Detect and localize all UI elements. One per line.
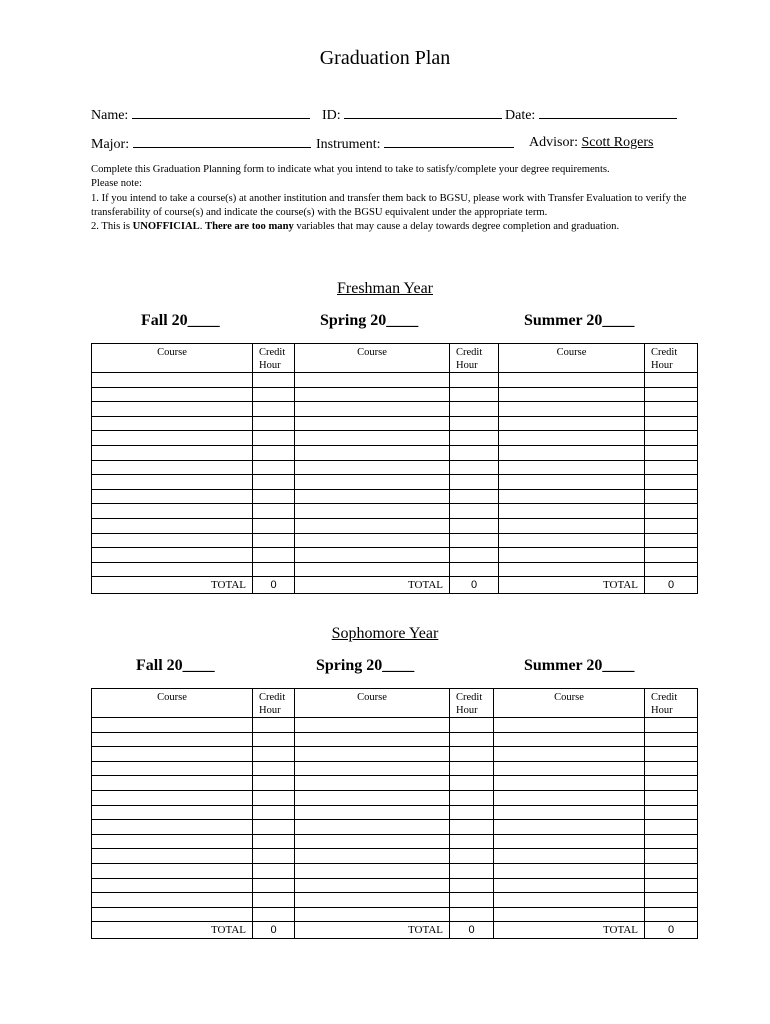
course-header: Course [499, 344, 645, 373]
summer-credit-cell[interactable] [645, 402, 698, 417]
fall-course-cell[interactable] [92, 562, 253, 577]
instructions-note-heading: Please note: [91, 178, 142, 190]
summer-credit-cell[interactable] [645, 907, 698, 922]
course-header: Course [92, 344, 253, 373]
summer-credit-cell[interactable] [645, 834, 698, 849]
spring-course-cell[interactable] [295, 790, 450, 805]
course-header: Course [295, 344, 450, 373]
summer-course-cell[interactable] [494, 718, 645, 733]
fall-credit-cell[interactable] [253, 761, 295, 776]
too-many-emphasis: There are too many [205, 221, 294, 233]
fall-course-cell[interactable] [92, 416, 253, 431]
fall-course-cell[interactable] [92, 732, 253, 747]
fall-course-cell[interactable] [92, 776, 253, 791]
spring-course-cell[interactable] [295, 373, 450, 388]
fall-course-cell[interactable] [92, 863, 253, 878]
fall-credit-cell[interactable] [253, 863, 295, 878]
fall-credit-cell[interactable] [253, 460, 295, 475]
spring-course-cell[interactable] [295, 732, 450, 747]
summer-credit-cell[interactable] [645, 849, 698, 864]
table-row [92, 893, 698, 908]
summer-credit-cell[interactable] [645, 489, 698, 504]
total-label: TOTAL [295, 922, 450, 939]
summer-course-cell[interactable] [494, 834, 645, 849]
summer-course-cell[interactable] [499, 402, 645, 417]
summer-course-cell[interactable] [494, 907, 645, 922]
fall-credit-cell[interactable] [253, 562, 295, 577]
major-input[interactable] [133, 135, 311, 148]
fall-credit-cell[interactable] [253, 489, 295, 504]
fall-credit-cell[interactable] [253, 820, 295, 835]
fall-credit-cell[interactable] [253, 849, 295, 864]
table-row [92, 747, 698, 762]
summer-credit-cell[interactable] [645, 548, 698, 563]
fall-credit-cell[interactable] [253, 373, 295, 388]
summer-credit-cell[interactable] [645, 732, 698, 747]
table-header-row [92, 344, 698, 373]
sophomore-entry-rows [92, 718, 698, 922]
spring-credit-cell[interactable] [450, 907, 494, 922]
spring-credit-cell[interactable] [450, 431, 499, 446]
table-row [92, 431, 698, 446]
summer-course-cell[interactable] [499, 460, 645, 475]
spring-credit-cell[interactable] [450, 518, 499, 533]
table-row [92, 820, 698, 835]
total-label: TOTAL [92, 922, 253, 939]
table-row [92, 475, 698, 490]
fall-course-cell[interactable] [92, 504, 253, 519]
spring-credit-cell[interactable] [450, 849, 494, 864]
fall-credit-cell[interactable] [253, 747, 295, 762]
freshman-entry-rows [92, 373, 698, 577]
id-field [322, 106, 502, 124]
summer-credit-cell[interactable] [645, 373, 698, 388]
fall-credit-cell[interactable] [253, 907, 295, 922]
sophomore-spring-term: Spring 20____ [316, 657, 415, 674]
instrument-input[interactable] [384, 135, 514, 148]
summer-course-cell[interactable] [494, 747, 645, 762]
summer-credit-cell[interactable] [645, 761, 698, 776]
summer-course-cell[interactable] [499, 431, 645, 446]
table-row [92, 562, 698, 577]
sophomore-course-table [91, 688, 698, 939]
spring-course-cell[interactable] [295, 878, 450, 893]
name-label: Name: [91, 108, 129, 123]
spring-course-cell[interactable] [295, 907, 450, 922]
freshman-course-table [91, 343, 698, 594]
summer-credit-cell[interactable] [645, 518, 698, 533]
fall-course-cell[interactable] [92, 805, 253, 820]
summer-credit-cell[interactable] [645, 805, 698, 820]
fall-course-cell[interactable] [92, 834, 253, 849]
instrument-label: Instrument: [316, 137, 381, 152]
date-field [505, 106, 677, 124]
summer-course-cell[interactable] [499, 373, 645, 388]
fall-course-cell[interactable] [92, 849, 253, 864]
summer-credit-cell[interactable] [645, 790, 698, 805]
fall-course-cell[interactable] [92, 820, 253, 835]
freshman-summer-term: Summer 20____ [524, 312, 635, 329]
advisor-field [529, 135, 653, 151]
table-row [92, 548, 698, 563]
credit-hour-header: Credit Hour [645, 689, 698, 718]
table-row [92, 402, 698, 417]
fall-credit-cell[interactable] [253, 533, 295, 548]
spring-credit-cell[interactable] [450, 489, 499, 504]
spring-course-cell[interactable] [295, 747, 450, 762]
fall-credit-cell[interactable] [253, 834, 295, 849]
fall-course-cell[interactable] [92, 893, 253, 908]
summer-course-cell[interactable] [494, 776, 645, 791]
fall-course-cell[interactable] [92, 373, 253, 388]
course-header: Course [494, 689, 645, 718]
instructions-intro: Complete this Graduation Planning form to indicate what you intend to take to satisfy/complete your degree requirements. [91, 164, 610, 175]
summer-credit-cell[interactable] [645, 718, 698, 733]
fall-course-cell[interactable] [92, 445, 253, 460]
instructions [91, 163, 711, 234]
total-row [92, 577, 698, 594]
summer-course-cell[interactable] [499, 504, 645, 519]
table-row [92, 533, 698, 548]
summer-course-cell[interactable] [499, 489, 645, 504]
spring-course-cell[interactable] [295, 387, 450, 402]
table-row [92, 776, 698, 791]
summer-course-cell[interactable] [499, 445, 645, 460]
spring-course-cell[interactable] [295, 820, 450, 835]
spring-credit-cell[interactable] [450, 460, 499, 475]
spring-course-cell[interactable] [295, 562, 450, 577]
total-row [92, 922, 698, 939]
summer-credit-cell[interactable] [645, 893, 698, 908]
fall-course-cell[interactable] [92, 747, 253, 762]
spring-course-cell[interactable] [295, 518, 450, 533]
name-field [91, 106, 310, 124]
fall-course-cell[interactable] [92, 460, 253, 475]
spring-course-cell[interactable] [295, 776, 450, 791]
credit-hour-header: Credit Hour [450, 344, 499, 373]
table-row [92, 790, 698, 805]
table-row [92, 849, 698, 864]
sophomore-summer-term: Summer 20____ [524, 657, 635, 674]
fall-credit-cell[interactable] [253, 548, 295, 563]
spring-course-cell[interactable] [295, 489, 450, 504]
spring-course-cell[interactable] [295, 849, 450, 864]
table-row [92, 761, 698, 776]
fall-course-cell[interactable] [92, 718, 253, 733]
advisor-label: Advisor: [529, 135, 578, 150]
name-input[interactable] [132, 106, 310, 119]
id-label: ID: [322, 108, 341, 123]
summer-course-cell[interactable] [499, 548, 645, 563]
summer-course-cell[interactable] [494, 878, 645, 893]
spring-course-cell[interactable] [295, 416, 450, 431]
total-label: TOTAL [499, 577, 645, 594]
spring-course-cell[interactable] [295, 460, 450, 475]
spring-credit-cell[interactable] [450, 863, 494, 878]
credit-hour-header: Credit Hour [450, 689, 494, 718]
fall-credit-cell[interactable] [253, 790, 295, 805]
page-title: Graduation Plan [319, 47, 451, 69]
summer-total-value: 0 [645, 922, 698, 939]
fall-total-value: 0 [253, 577, 295, 594]
id-input[interactable] [344, 106, 502, 119]
fall-credit-cell[interactable] [253, 402, 295, 417]
table-row [92, 387, 698, 402]
fall-course-cell[interactable] [92, 402, 253, 417]
table-row [92, 907, 698, 922]
spring-credit-cell[interactable] [450, 747, 494, 762]
fall-course-cell[interactable] [92, 790, 253, 805]
fall-credit-cell[interactable] [253, 431, 295, 446]
instrument-field [316, 135, 514, 153]
date-label: Date: [505, 108, 536, 123]
fall-credit-cell[interactable] [253, 805, 295, 820]
spring-course-cell[interactable] [295, 431, 450, 446]
table-row [92, 878, 698, 893]
fall-credit-cell[interactable] [253, 878, 295, 893]
fall-credit-cell[interactable] [253, 416, 295, 431]
spring-credit-cell[interactable] [450, 761, 494, 776]
spring-credit-cell[interactable] [450, 416, 499, 431]
fall-total-value: 0 [253, 922, 295, 939]
summer-credit-cell[interactable] [645, 747, 698, 762]
summer-course-cell[interactable] [494, 893, 645, 908]
fall-course-cell[interactable] [92, 387, 253, 402]
table-row [92, 445, 698, 460]
summer-credit-cell[interactable] [645, 387, 698, 402]
note-2-text: 2. This is [91, 221, 133, 233]
table-row [92, 373, 698, 388]
table-row [92, 460, 698, 475]
summer-course-cell[interactable] [499, 416, 645, 431]
spring-credit-cell[interactable] [450, 387, 499, 402]
fall-course-cell[interactable] [92, 533, 253, 548]
spring-credit-cell[interactable] [450, 776, 494, 791]
spring-credit-cell[interactable] [450, 373, 499, 388]
table-row [92, 518, 698, 533]
table-row [92, 863, 698, 878]
major-field [91, 135, 311, 153]
total-label: TOTAL [92, 577, 253, 594]
summer-credit-cell[interactable] [645, 475, 698, 490]
spring-credit-cell[interactable] [450, 893, 494, 908]
spring-credit-cell[interactable] [450, 475, 499, 490]
fall-course-cell[interactable] [92, 518, 253, 533]
spring-course-cell[interactable] [295, 548, 450, 563]
summer-course-cell[interactable] [494, 805, 645, 820]
fall-credit-cell[interactable] [253, 475, 295, 490]
credit-hour-header: Credit Hour [645, 344, 698, 373]
freshman-fall-term: Fall 20____ [141, 312, 220, 329]
spring-course-cell[interactable] [295, 805, 450, 820]
summer-credit-cell[interactable] [645, 776, 698, 791]
spring-credit-cell[interactable] [450, 878, 494, 893]
unofficial-emphasis: UNOFFICIAL [132, 221, 200, 233]
spring-course-cell[interactable] [295, 475, 450, 490]
spring-credit-cell[interactable] [450, 732, 494, 747]
fall-course-cell[interactable] [92, 431, 253, 446]
spring-course-cell[interactable] [295, 761, 450, 776]
freshman-year-title: Freshman Year [337, 280, 433, 297]
summer-credit-cell[interactable] [645, 562, 698, 577]
summer-credit-cell[interactable] [645, 445, 698, 460]
spring-course-cell[interactable] [295, 893, 450, 908]
spring-course-cell[interactable] [295, 834, 450, 849]
credit-hour-header: Credit Hour [253, 344, 295, 373]
summer-course-cell[interactable] [499, 475, 645, 490]
summer-course-cell[interactable] [499, 562, 645, 577]
spring-course-cell[interactable] [295, 533, 450, 548]
freshman-spring-term: Spring 20____ [320, 312, 419, 329]
fall-course-cell[interactable] [92, 475, 253, 490]
spring-credit-cell[interactable] [450, 402, 499, 417]
table-row [92, 489, 698, 504]
spring-credit-cell[interactable] [450, 820, 494, 835]
spring-credit-cell[interactable] [450, 790, 494, 805]
spring-credit-cell[interactable] [450, 805, 494, 820]
fall-course-cell[interactable] [92, 761, 253, 776]
course-header: Course [295, 689, 450, 718]
course-header: Course [92, 689, 253, 718]
sophomore-year-title: Sophomore Year [331, 625, 439, 642]
spring-total-value: 0 [450, 922, 494, 939]
table-header-row [92, 689, 698, 718]
spring-credit-cell[interactable] [450, 718, 494, 733]
total-label: TOTAL [295, 577, 450, 594]
summer-course-cell[interactable] [494, 849, 645, 864]
table-row [92, 834, 698, 849]
instructions-note-1: 1. If you intend to take a course(s) at another institution and transfer them back to BGSU, please work with Transfer Evaluation to verify the transferability of course(s) and indicate the course(s) with the BGSU equivalent under the appropriate term. [91, 192, 687, 218]
summer-credit-cell[interactable] [645, 431, 698, 446]
spring-course-cell[interactable] [295, 402, 450, 417]
summer-course-cell[interactable] [494, 863, 645, 878]
credit-hour-header: Credit Hour [253, 689, 295, 718]
summer-course-cell[interactable] [499, 387, 645, 402]
summer-credit-cell[interactable] [645, 878, 698, 893]
fall-credit-cell[interactable] [253, 732, 295, 747]
summer-course-cell[interactable] [494, 820, 645, 835]
fall-credit-cell[interactable] [253, 387, 295, 402]
note-2-text: variables that may cause a delay towards degree completion and graduation. [293, 221, 620, 233]
summer-course-cell[interactable] [494, 790, 645, 805]
instructions-note-2 [91, 220, 711, 234]
spring-credit-cell[interactable] [450, 548, 499, 563]
fall-course-cell[interactable] [92, 907, 253, 922]
fall-course-cell[interactable] [92, 878, 253, 893]
spring-course-cell[interactable] [295, 445, 450, 460]
summer-credit-cell[interactable] [645, 504, 698, 519]
spring-credit-cell[interactable] [450, 562, 499, 577]
table-row [92, 416, 698, 431]
fall-credit-cell[interactable] [253, 776, 295, 791]
table-row [92, 805, 698, 820]
summer-credit-cell[interactable] [645, 460, 698, 475]
table-row [92, 718, 698, 733]
summer-course-cell[interactable] [499, 518, 645, 533]
summer-credit-cell[interactable] [645, 416, 698, 431]
note-2-text: . [199, 221, 206, 233]
major-label: Major: [91, 137, 130, 152]
summer-credit-cell[interactable] [645, 820, 698, 835]
spring-credit-cell[interactable] [450, 445, 499, 460]
spring-credit-cell[interactable] [450, 834, 494, 849]
fall-credit-cell[interactable] [253, 718, 295, 733]
spring-credit-cell[interactable] [450, 533, 499, 548]
fall-credit-cell[interactable] [253, 445, 295, 460]
spring-credit-cell[interactable] [450, 504, 499, 519]
sophomore-fall-term: Fall 20____ [136, 657, 215, 674]
spring-total-value: 0 [450, 577, 499, 594]
fall-credit-cell[interactable] [253, 504, 295, 519]
table-row [92, 732, 698, 747]
summer-total-value: 0 [645, 577, 698, 594]
spring-course-cell[interactable] [295, 504, 450, 519]
spring-course-cell[interactable] [295, 863, 450, 878]
summer-credit-cell[interactable] [645, 533, 698, 548]
date-input[interactable] [539, 106, 677, 119]
fall-course-cell[interactable] [92, 489, 253, 504]
fall-course-cell[interactable] [92, 548, 253, 563]
summer-credit-cell[interactable] [645, 863, 698, 878]
advisor-name: Scott Rogers [581, 135, 654, 150]
summer-course-cell[interactable] [494, 732, 645, 747]
fall-credit-cell[interactable] [253, 518, 295, 533]
fall-credit-cell[interactable] [253, 893, 295, 908]
spring-course-cell[interactable] [295, 718, 450, 733]
total-label: TOTAL [494, 922, 645, 939]
summer-course-cell[interactable] [499, 533, 645, 548]
summer-course-cell[interactable] [494, 761, 645, 776]
table-row [92, 504, 698, 519]
